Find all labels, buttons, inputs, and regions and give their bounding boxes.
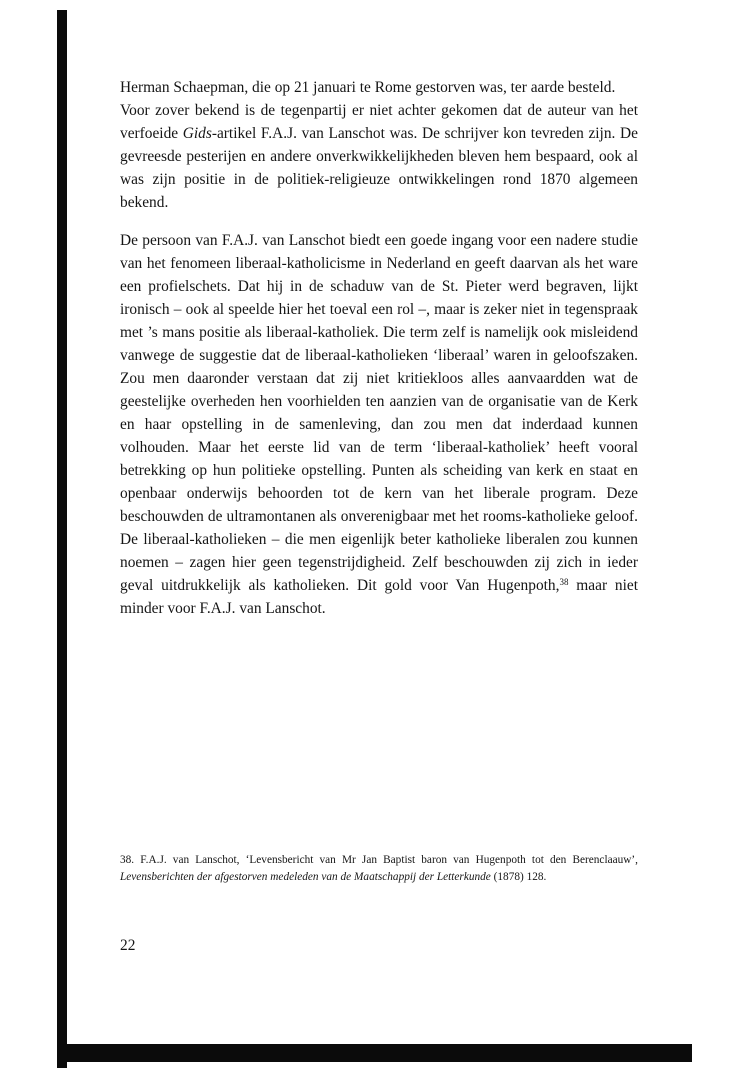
text-run: Voor zover bekend is de tegenpartij er niet achter gekomen dat de auteur van het verfoeide [120,102,638,142]
text-run: Herman Schaepman, die op 21 januari te Rome gestorven was, ter aarde besteld. [120,79,616,96]
footnote [120,852,638,886]
text-run: De persoon van F.A.J. van Lanschot biedt een goede ingang voor een nadere studie van het fenomeen liberaal-katholicisme in Nederland en geeft daarvan als het ware een profielschets. Dat hij in de schaduw van de St. Pieter werd begraven, lijkt ironisch – ook al speelde hier het toeval een rol –, maar is zeker niet in tegenspraak met ’s mans positie als liberaal-katholiek. Die term zelf is namelijk ook misleidend vanwege de suggestie dat de liberaal-katholieken ‘liberaal’ waren in geloofszaken. Zou men daaronder verstaan dat zij niet kritiekloos alles aanvaardden wat de geestelijke overheden hen voorhielden ten aanzien van de organisatie van de Kerk en haar opstelling in de samenleving, dan zou men dat inderdaad kunnen volhouden. Maar het eerste lid van de term ‘liberaal-katholiek’ heeft vooral betrekking op hun politieke opstelling. Punten als scheiding van kerk en staat en openbaar onderwijs behoorden tot de kern van het liberale program. Deze beschouwden de ultramontanen als onverenigbaar met het rooms-katholieke geloof. De liberaal-katholieken – die men eigenlijk beter katholieke liberalen zou kunnen noemen – zagen hier geen tegenstrijdigheid. Zelf beschouwden zij zich in ieder geval uitdrukkelijk als katholieken. Dit gold voor Van Hugenpoth, [120,232,638,594]
text-run: -artikel F.A.J. van Lanschot was. De schrijver kon tevreden zijn. De gevreesde pesterijen en andere onverkwikkelijkheden bleven hem bespaard, ook al was zijn positie in de politiek-religieuze ontwikkelingen rond 1870 algemeen bekend. [120,125,638,211]
italic-text: Gids [182,125,212,142]
text-run: 38. F.A.J. van Lanschot, ‘Levensbericht van Mr Jan Baptist baron van Hugenpoth tot den Berenclaauw’, [120,854,638,866]
text-run: maar niet minder voor F.A.J. van Lanschot. [120,577,638,617]
italic-text: Levensberichten der afgestorven medeleden van de Maatschappij der Letterkunde [120,871,491,883]
page-number: 22 [120,937,136,954]
footnote-reference: 38 [559,577,569,587]
paragraph [120,229,638,620]
body-text [120,76,638,620]
text-run: (1878) 128. [490,871,547,883]
scan-bottom-border [57,1044,692,1062]
paragraph [120,99,638,214]
paragraph [120,76,638,99]
scan-left-border [57,10,67,1068]
